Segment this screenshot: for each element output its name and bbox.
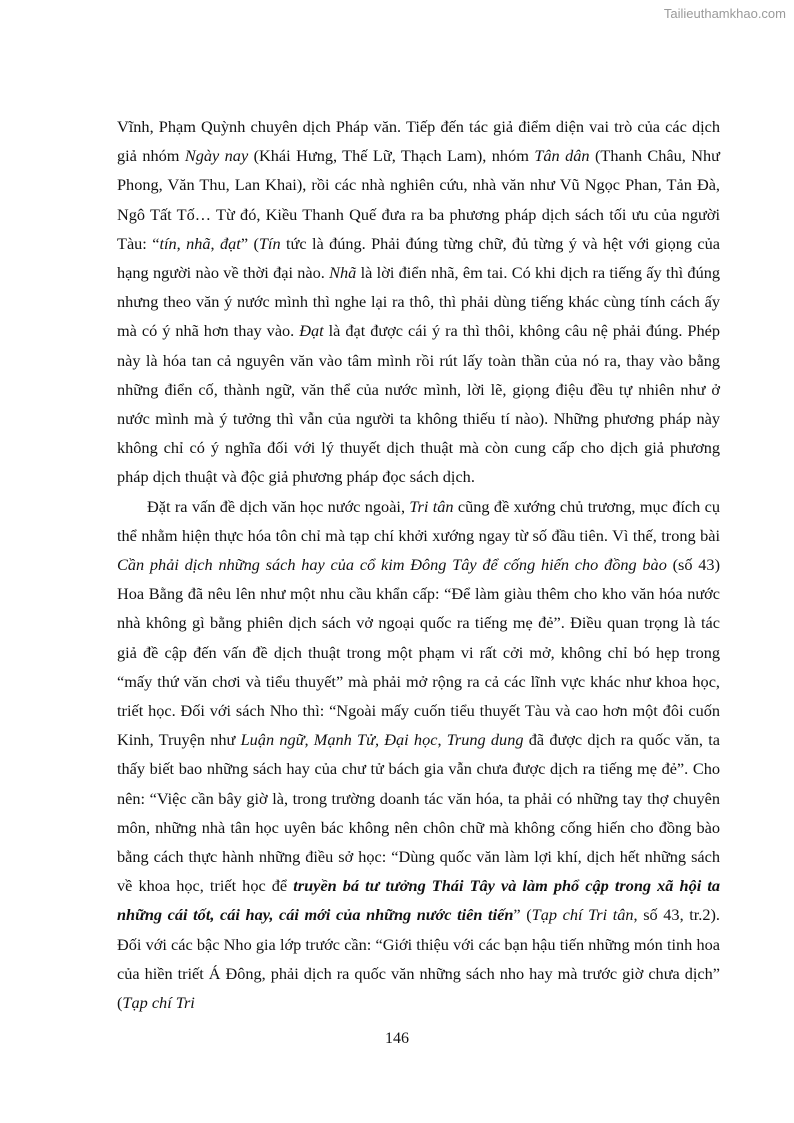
text-run: Đặt ra vấn đề dịch văn học nước ngoài, (147, 496, 410, 516)
text-run: (số 43) Hoa Bằng đã nêu lên như một nhu cầu khẩn cấp: “Để làm giàu thêm cho kho văn hóa nước nhà không gì bằng phiên dịch sách vở ngoại quốc ra tiếng mẹ đẻ”. Điều quan trọng là tác giả đề cập đến vấn đề dịch thuật trong một phạm vi rất cởi mở, không chỉ bó hẹp trong “mấy thứ văn chơi và tiểu thuyết” mà phải mở rộng ra cả các lĩnh vực khác như khoa học, triết học. Đối với sách Nho thì: “Ngoài mấy cuốn tiểu thuyết Tàu và cao hơn một đôi cuốn Kinh, Truyện như (117, 555, 720, 750)
text-run: , (176, 233, 187, 253)
italic-run: Tân dân (534, 146, 590, 166)
italic-run: tín (159, 233, 177, 253)
text-run: , (437, 730, 447, 750)
text-run: ” ( (240, 233, 259, 253)
paragraph-1 (117, 112, 720, 492)
italic-run: Đạt (299, 321, 324, 341)
page-number: 146 (385, 1030, 409, 1047)
text-run: là đạt được cái ý ra thì thôi, không câu nệ phải đúng. Phép này là hóa tan cả nguyên văn vào tâm mình rồi rút lấy toàn thần của nó ra, thay vào bằng những điển cố, thành ngữ, văn thể của nước mình, lời lẽ, giọng điệu đều tự nhiên như ở nước mình mà ý tưởng thì vẫn của người ta không thiếu tí nào). Những phương pháp này không chỉ có ý nghĩa đối với lý thuyết dịch thuật mà còn cung cấp cho dịch giả phương pháp dịch thuật và độc giả phương pháp đọc sách dịch. (117, 321, 720, 487)
italic-run: Nhã (329, 263, 357, 283)
italic-run: Cần phải dịch những sách hay của cổ kim Đông Tây để cống hiến cho đồng bào (117, 555, 667, 575)
text-run: đã được dịch ra quốc văn, ta thấy biết bao những sách hay của chư tử bách gia vẫn chưa được dịch ra tiếng mẹ đẻ”. Cho nên: “Việc cần bây giờ là, trong trường doanh tác văn hóa, ta phải có những tay thợ chuyên môn, những nhà tân học uyên bác không nên chôn chữ mà không cống hiến cho đồng bào bằng cách thực hành những điều sở học: “Dùng quốc văn làm lợi khí, dịch hết những sách về khoa học, triết học để (117, 730, 720, 896)
text-run: , số 43, tr.2). Đối với các bậc Nho gia lớp trước cần: “Giới thiệu với các bạn hậu tiến những món tinh hoa của hiền triết Á Đông, phải dịch ra quốc văn những sách nho hay mà trước giờ chưa dịch” ( (117, 905, 720, 1013)
italic-run: Tạp chí Tri (122, 993, 195, 1013)
italic-run: Luận ngữ, Mạnh Tử, Đại học (240, 730, 438, 750)
italic-run: Tín (258, 233, 281, 253)
bold-italic-run: truyền bá tư tưởng Thái Tây và làm phổ cập trong xã hội ta những cái tốt, cái hay, cái mới của những nước tiên tiến (117, 876, 721, 925)
italic-run: Ngày nay (184, 146, 249, 166)
document-body (117, 112, 720, 1017)
italic-run: Tri tân (409, 496, 454, 516)
text-run: (Khái Hưng, Thế Lữ, Thạch Lam), nhóm (248, 146, 535, 166)
text-run: Vĩnh, Phạm Quỳnh chuyên dịch Pháp văn. Tiếp đến tác giả điểm diện vai trò của các dịch giả nhóm (117, 117, 720, 166)
text-run: là lời điển nhã, êm tai. Có khi dịch ra tiếng ấy thì đúng nhưng theo văn ý nước mình thì nghe lại ra thô, thì phải dùng tiếng khác cùng tính cách ấy mà có ý nhã hơn thay vào. (117, 263, 720, 341)
text-run: cũng đề xướng chủ trương, mục đích cụ thể nhằm hiện thực hóa tôn chỉ mà tạp chí khởi xướng ngay từ số đầu tiên. Vì thế, trong bài (117, 496, 720, 545)
paragraph-2 (117, 492, 720, 1018)
text-run: (Thanh Châu, Như Phong, Văn Thu, Lan Khai), rồi các nhà nghiên cứu, nhà văn như Vũ Ngọc Phan, Tản Đà, Ngô Tất Tố… Từ đó, Kiều Thanh Quế đưa ra ba phương pháp dịch sách tối ưu của người Tàu: “ (117, 146, 720, 253)
italic-run: Trung dung (446, 730, 524, 750)
text-run: , (210, 233, 221, 253)
italic-run: nhã (186, 233, 211, 253)
watermark: Tailieuthamkhao.com (663, 6, 786, 21)
text-run: tức là đúng. Phải đúng từng chữ, đủ từng ý và hệt với giọng của hạng người nào về thời đại nào. (117, 233, 721, 283)
italic-run: Tạp chí Tri tân (531, 905, 634, 925)
italic-run: đạt (220, 233, 241, 253)
text-run: ” ( (513, 905, 532, 925)
